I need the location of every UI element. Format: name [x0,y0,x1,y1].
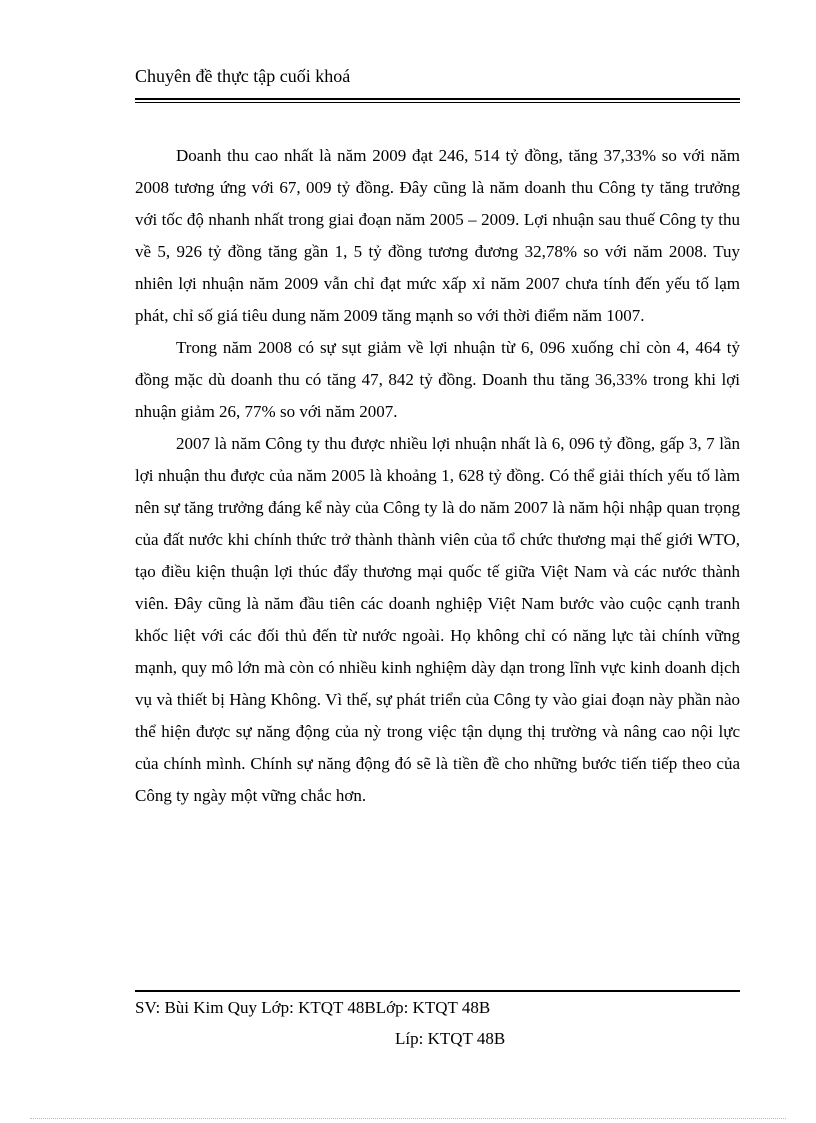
footer-rule [135,990,740,992]
header-rule-thick [135,98,740,100]
header-title: Chuyên đề thực tập cuối khoá [135,66,351,86]
page-bottom-dotted-line [30,1118,786,1119]
footer-class-info: Líp: KTQT 48B [395,1029,506,1048]
paragraph-profit-2008: Trong năm 2008 có sự sụt giảm về lợi nhuận từ 6, 096 xuống chỉ còn 4, 464 tỷ đồng mặc dù doanh thu có tăng 47, 842 tỷ đồng. Doanh thu tăng 36,33% trong khi lợi nhuận giảm 26, 77% so với năm 2007. [135,338,740,421]
body-text [135,140,740,812]
footer-student-info: SV: Bùi Kim Quy Lớp: KTQT 48BLớp: KTQT 48B [135,998,491,1017]
paragraph-profit-2007: 2007 là năm Công ty thu được nhiều lợi nhuận nhất là 6, 096 tỷ đồng, gấp 3, 7 lần lợi nhuận thu được của năm 2005 là khoảng 1, 628 tỷ đồng. Có thể giải thích yếu tố làm nên sự tăng trưởng đáng kể này của Công ty là do năm 2007 là năm hội nhập quan trọng của đất nước khi chính thức trở thành thành viên của tổ chức thương mại thế giới WTO, tạo điều kiện thuận lợi thúc đẩy thương mại quốc tế giữa Việt Nam và các nước thành viên. Đây cũng là năm đầu tiên các doanh nghiệp Việt Nam bước vào cuộc cạnh tranh khốc liệt với các đối thủ đến từ nước ngoài. Họ không chỉ có năng lực tài chính vững mạnh, quy mô lớn mà còn có nhiều kinh nghiệm dày dạn trong lĩnh vực kinh doanh dịch vụ và thiết bị Hàng Không. Vì thế, sự phát triển của Công ty vào giai đoạn này phần nào thể hiện được sự năng động của nỳ trong việc tận dụng thị trường và nâng cao nội lực của chính mình. Chính sự năng động đó sẽ là tiền đề cho những bước tiến tiếp theo của Công ty ngày một vững chắc hơn. [135,434,740,805]
header-rule-thin [135,102,740,103]
paragraph-revenue-2009: Doanh thu cao nhất là năm 2009 đạt 246, 514 tỷ đồng, tăng 37,33% so với năm 2008 tương ứng với 67, 009 tỷ đồng. Đây cũng là năm doanh thu Công ty tăng trưởng với tốc độ nhanh nhất trong giai đoạn năm 2005 – 2009. Lợi nhuận sau thuế Công ty thu về 5, 926 tỷ đồng tăng gần 1, 5 tỷ đồng tương đương 32,78% so với năm 2008. Tuy nhiên lợi nhuận năm 2009 vẫn chỉ đạt mức xấp xỉ năm 2007 chưa tính đến yếu tố lạm phát, chỉ số giá tiêu dung năm 2009 tăng mạnh so với thời điểm năm 1007. [135,146,740,325]
